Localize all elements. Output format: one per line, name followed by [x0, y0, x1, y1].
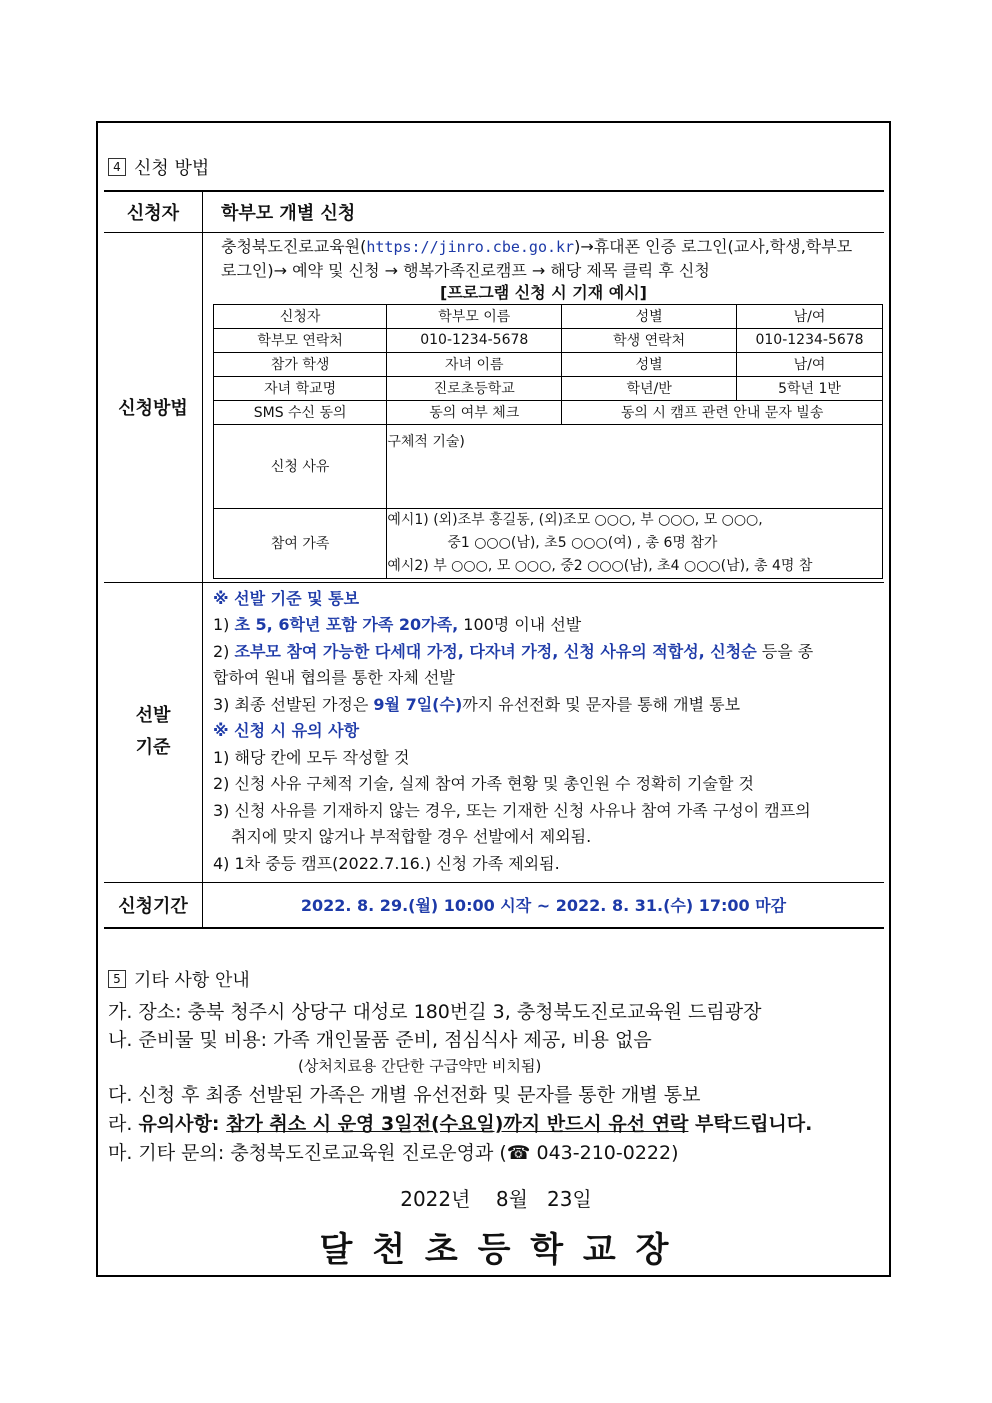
etc-contact — [108, 1138, 679, 1165]
highlight: 9월 7일(수) — [373, 694, 463, 714]
cell: 참가 학생 — [214, 352, 387, 376]
reason-text: 구체적 기술) — [387, 424, 883, 508]
selection-content — [203, 582, 885, 882]
family-label: 참여 가족 — [214, 508, 387, 578]
applicant-label: 신청자 — [104, 191, 203, 232]
caution-label: 유의사항: — [138, 1113, 227, 1135]
cell: 남/여 — [737, 304, 883, 328]
text: 마. 기타 문의: 충청북도진로교육원 진로운영과 ( — [108, 1142, 507, 1164]
text: 등을 종 — [756, 641, 814, 661]
contact-phone: 043-210-0222) — [536, 1142, 679, 1164]
sms-label: SMS 수신 동의 — [214, 400, 387, 424]
notice-item: 1) 해당 칸에 모두 작성할 것 — [213, 747, 410, 767]
caution-tail: 부탁드립니다. — [688, 1113, 813, 1135]
sms-row — [214, 400, 883, 424]
notice-heading: ※ 신청 시 유의 사항 — [213, 721, 360, 740]
section4-heading — [108, 154, 209, 180]
family-examples — [387, 508, 883, 578]
applicant-value: 학부모 개별 신청 — [203, 191, 885, 232]
cell: 학부모 이름 — [387, 304, 562, 328]
etc-caution — [108, 1109, 812, 1136]
family-ex2: 예시2) 부 ○○○, 모 ○○○, 중2 ○○○(남), 초4 ○○○(남), 총 4명 참 — [387, 557, 813, 574]
family-ex1a: 예시1) (외)조부 홍길동, (외)조모 ○○○, 부 ○○○, 모 ○○○, — [387, 511, 763, 528]
selection-label-2: 기준 — [135, 737, 171, 758]
period-value: 2022. 8. 29.(월) 10:00 시작 ~ 2022. 8. 31.(수) 17:00 마감 — [203, 882, 885, 928]
issue-date: 2022년 8월 23일 — [400, 1187, 592, 1211]
section5-title: 기타 사항 안내 — [134, 970, 250, 991]
text: 라. — [108, 1113, 139, 1135]
period-label: 신청기간 — [104, 882, 203, 928]
example-row — [214, 304, 883, 328]
prefix: 1) — [213, 615, 235, 634]
selection-label-1: 선발 — [135, 705, 171, 726]
cell: 성별 — [562, 304, 737, 328]
family-row — [214, 508, 883, 578]
cell: 성별 — [562, 352, 737, 376]
sms-check: 동의 여부 체크 — [387, 400, 562, 424]
etc-supplies-note: (상처치료용 간단한 구급약만 비치됨) — [298, 1057, 542, 1075]
etc-supplies: 나. 준비물 및 비용: 가족 개인물품 준비, 점심식사 제공, 비용 없음 — [108, 1029, 652, 1051]
cell: 학생 연락처 — [562, 328, 737, 352]
selection-label — [104, 582, 203, 882]
cell: 진로초등학교 — [387, 376, 562, 400]
section5-heading — [108, 966, 250, 992]
cell: 남/여 — [737, 352, 883, 376]
caution-underlined: 참가 취소 시 운영 3일전(수요일)까지 반드시 유선 연락 — [226, 1113, 689, 1135]
family-ex1b: 중1 ○○○(남), 초5 ○○○(여) , 총 6명 참가 — [447, 534, 718, 551]
etc-notice: 다. 신청 후 최종 선발된 가족은 개별 유선전화 및 문자를 통한 개별 통보 — [108, 1084, 701, 1106]
example-row — [214, 376, 883, 400]
application-table — [104, 190, 884, 929]
cell: 5학년 1반 — [737, 376, 883, 400]
text: 까지 유선전화 및 문자를 통해 개별 통보 — [462, 694, 741, 714]
selection-item-3 — [213, 692, 884, 719]
cell: 자녀 학교명 — [214, 376, 387, 400]
section-number-box: 4 — [108, 158, 126, 176]
principal-signature: 달 천 초 등 학 교 장 — [319, 1230, 673, 1270]
example-table — [213, 304, 883, 579]
method-intro — [203, 235, 884, 282]
jinro-link[interactable]: https://jinro.cbe.go.kr — [366, 237, 575, 256]
cell: 010-1234-5678 — [737, 328, 883, 352]
intro-pre: 충청북도진로교육원( — [221, 236, 367, 256]
cell: 신청자 — [214, 304, 387, 328]
example-row — [214, 352, 883, 376]
reason-label: 신청 사유 — [214, 424, 387, 508]
etc-location: 가. 장소: 충북 청주시 상당구 대성로 180번길 3, 충청북도진로교육원 드림광장 — [108, 1001, 762, 1023]
section-number-box: 5 — [108, 970, 126, 988]
selection-heading: ※ 선발 기준 및 통보 — [213, 588, 360, 608]
notice-item-cont: 취지에 맞지 않거나 부적합할 경우 선발에서 제외됨. — [231, 827, 592, 846]
cell: 010-1234-5678 — [387, 328, 562, 352]
section4-title: 신청 방법 — [134, 158, 210, 179]
example-row — [214, 328, 883, 352]
cell: 학년/반 — [562, 376, 737, 400]
notice-item: 2) 신청 사유 구체적 기술, 실제 참여 가족 현황 및 총인원 수 정확히 기술할 것 — [213, 774, 754, 793]
cell: 자녀 이름 — [387, 352, 562, 376]
highlight: 초 5, 6학년 포함 가족 20가족, — [234, 615, 459, 634]
selection-item-1 — [213, 612, 884, 639]
method-label: 신청방법 — [104, 232, 203, 582]
selection-item-2 — [213, 639, 884, 666]
text: 3) 최종 선발된 가정은 — [213, 694, 374, 714]
prefix: 2) — [213, 641, 235, 661]
reason-row — [214, 424, 883, 508]
example-title: [프로그램 신청 시 기재 예시] — [440, 282, 647, 302]
intro-line2: 로그인)→ 예약 및 신청 → 행복가족진로캠프 → 해당 제목 클릭 후 신청 — [221, 260, 710, 280]
intro-post: )→휴대폰 인증 로그인(교사,학생,학부모 — [574, 236, 853, 256]
sms-note: 동의 시 캠프 관련 안내 문자 빌송 — [562, 400, 883, 424]
highlight: 조부모 참여 가능한 다세대 가정, 다자녀 가정, 신청 사유의 적합성, 신청순 — [234, 641, 757, 661]
cell: 학부모 연락처 — [214, 328, 387, 352]
notice-item: 4) 1차 중등 캠프(2022.7.16.) 신청 가족 제외됨. — [213, 853, 560, 873]
notice-item: 3) 신청 사유를 기재하지 않는 경우, 또는 기재한 신청 사유나 참여 가족 구성이 캠프의 — [213, 800, 811, 820]
selection-item-2b: 합하여 원내 협의를 통한 자체 선발 — [213, 668, 455, 687]
telephone-icon: ☎ — [506, 1142, 531, 1164]
text: 100명 이내 선발 — [458, 615, 582, 634]
